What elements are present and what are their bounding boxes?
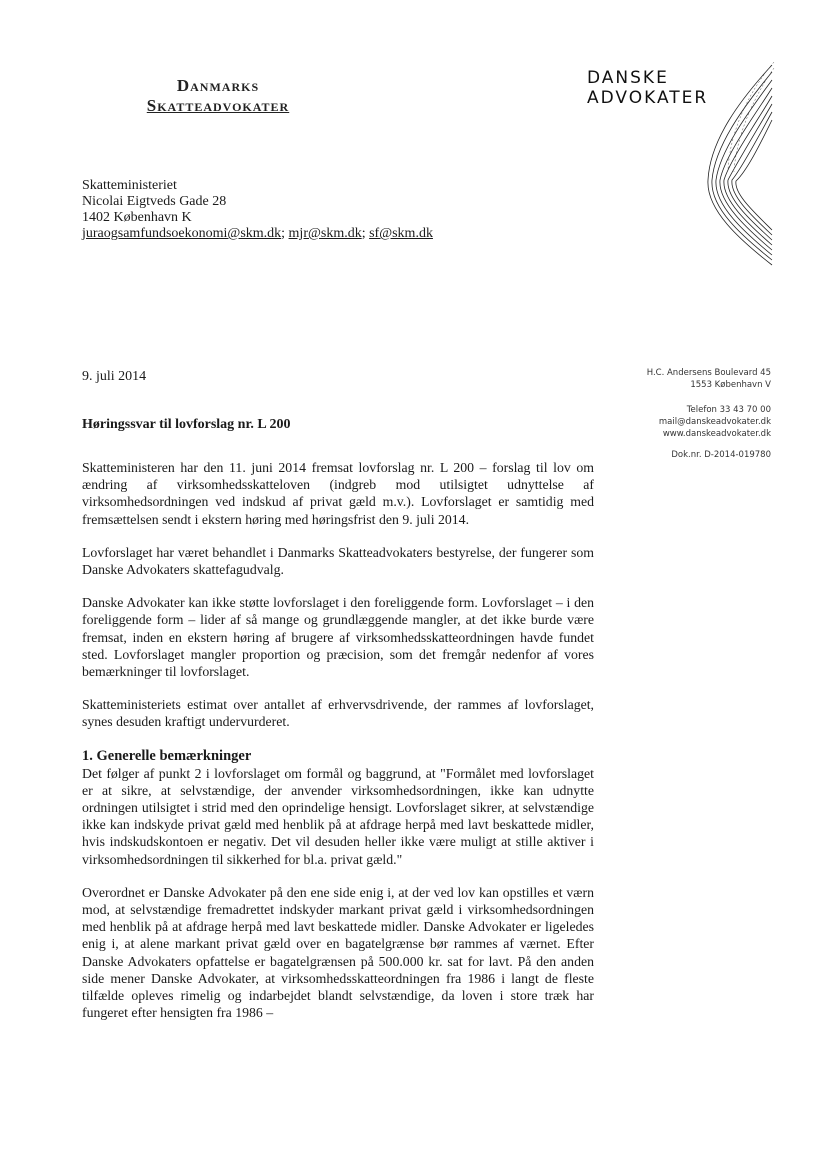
sender-web: www.danskeadvokater.dk xyxy=(662,429,771,439)
email-link-2[interactable]: mjr@skm.dk xyxy=(288,226,362,241)
logo-swoosh-graphic xyxy=(700,60,775,270)
paragraph-1: Skatteministeren har den 11. juni 2014 fremsat lovforslag nr. L 200 – forslag til lov om ændring af virksomhedsskatteloven (indgreb mod utilsigtet udnyttelse af virksomhedsordningen ved indskud af privat gæld m.v.). Lovforslaget er samtidig med fremsættelsen sendt i ekstern høring med høringsfrist den 9. juli 2014. xyxy=(82,460,594,527)
logo-right-line2: ADVOKATER xyxy=(587,88,709,108)
logo-right-line1: DANSKE xyxy=(587,68,669,88)
danmarks-skatteadvokater-logo xyxy=(118,76,318,116)
sender-city: 1553 København V xyxy=(690,380,771,390)
danske-advokater-logo xyxy=(587,68,708,108)
recipient-city: 1402 København K xyxy=(82,210,192,225)
logo-left-line1: Danmarks xyxy=(176,76,260,95)
recipient-name: Skatteministeriet xyxy=(82,178,177,193)
letter-date: 9. juli 2014 xyxy=(82,369,147,384)
email-separator-1: ; xyxy=(281,226,289,241)
sender-email: mail@danskeadvokater.dk xyxy=(658,417,771,427)
logo-left-line2: Skatteadvokater xyxy=(146,96,290,115)
email-link-3[interactable]: sf@skm.dk xyxy=(369,226,433,241)
paragraph-2: Lovforslaget har været behandlet i Danmarks Skatteadvokaters bestyrelse, der fungerer som Danske Advokaters skattefagudvalg. xyxy=(82,544,594,578)
sender-info xyxy=(571,367,771,461)
letter-body xyxy=(82,459,594,1037)
recipient-address xyxy=(82,178,433,242)
paragraph-3: Danske Advokater kan ikke støtte lovforslaget i den foreliggende form. Lovforslaget – i den foreliggende form – lider af så mange og grundlæggende mangler, at det ikke burde være fremsat, inden en ekstern høring af brugere af virksomhedsskatteordningen havde fundet sted. Lovforslaget mangler proportion og præcision, som det fremgår nedenfor af vores bemærkninger til lovforslaget. xyxy=(82,595,594,680)
email-link-1[interactable]: juraogsamfundsoekonomi@skm.dk xyxy=(82,226,282,241)
sender-phone: Telefon 33 43 70 00 xyxy=(686,405,771,415)
section-heading-1: 1. Generelle bemærkninger xyxy=(82,747,252,764)
letter-subject: Høringssvar til lovforslag nr. L 200 xyxy=(82,417,291,432)
paragraph-6: Overordnet er Danske Advokater på den ene side enig i, at der ved lov kan opstilles et værn mod, at selvstændige fremadrettet indskyder markant privat gæld i virksomhedsordningen med henblik på at afdrage herpå med lavt beskattede midler. Danske Advokater er ligeledes enig i, at alene markant privat gæld over en bagatelgrænse bør rammes af værnet. Efter Danske Advokaters opfattelse er bagatelgrænsen på 500.000 kr. sat for lavt. På den anden side mener Danske Advokater, at virksomhedsskatteordningen fra 1986 i langt de fleste tilfælde opleves rimelig og indarbejdet blandt selvstændige, da loven i store træk har fungeret efter hensigten fra 1986 – xyxy=(82,884,594,1021)
sender-street: H.C. Andersens Boulevard 45 xyxy=(646,368,771,378)
email-separator-2: ; xyxy=(361,226,370,241)
recipient-street: Nicolai Eigtveds Gade 28 xyxy=(82,194,227,209)
recipient-emails xyxy=(82,226,433,242)
paragraph-4: Skatteministeriets estimat over antallet af erhvervsdrivende, der rammes af lovforslaget, synes desuden kraftigt undervurderet. xyxy=(82,697,594,730)
paragraph-5: Det følger af punkt 2 i lovforslaget om formål og baggrund, at "Formålet med lovforslaget er at sikre, at selvstændige, der anvender virksomhedsordningen, ikke kan udnytte ordningen utilsigtet i strid med den oprindelige hensigt. Lovforslaget sikrer, at selvstændige ikke kan indskyde privat gæld med henblik på at afdrage herpå med lavt beskattede midler, hvis indskudskontoen er negativ. Det vil desuden heller ikke være muligt at stille aktiver i virksomhedsordningen til sikkerhed for bl.a. privat gæld." xyxy=(82,765,594,867)
document-number: Dok.nr. D-2014-019780 xyxy=(671,450,771,460)
